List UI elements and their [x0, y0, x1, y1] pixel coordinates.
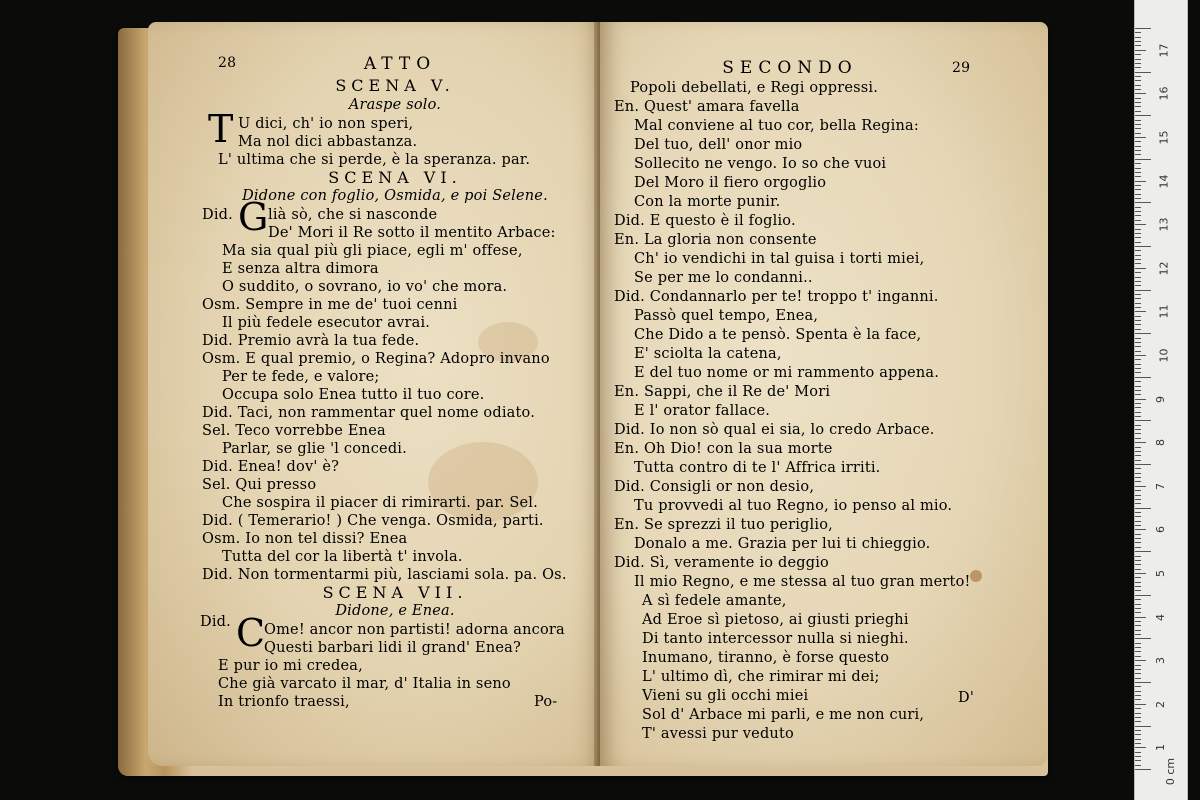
text-line: Did. Condannarlo per te! troppo t' inganni. [614, 289, 939, 305]
ruler-tick [1135, 634, 1141, 635]
ruler-tick [1135, 329, 1141, 330]
text-line: Popoli debellati, e Regi oppressi. [630, 80, 879, 96]
ruler-tick [1135, 351, 1141, 352]
text-line: Se per me lo condanni.. [634, 270, 813, 286]
text-line: Che sospira il piacer di rimirarti. par. Sel. [222, 495, 538, 511]
ruler-number: 15 [1157, 130, 1171, 145]
ruler-tick [1135, 59, 1141, 60]
ruler-tick [1135, 246, 1151, 247]
ruler-tick [1135, 185, 1141, 186]
ruler-tick [1135, 599, 1141, 600]
ruler-number: 12 [1157, 261, 1171, 276]
ruler-tick [1135, 460, 1141, 461]
ruler-number: 11 [1157, 304, 1171, 319]
ruler-tick [1135, 490, 1141, 491]
ruler-tick [1135, 481, 1141, 482]
ruler-tick [1135, 233, 1141, 234]
ruler-tick [1135, 529, 1146, 530]
ruler-tick [1135, 80, 1141, 81]
ruler-tick [1135, 163, 1141, 164]
ruler-number: 3 [1154, 657, 1167, 665]
ruler-tick [1135, 438, 1141, 439]
ruler-tick [1135, 237, 1141, 238]
ruler-tick [1135, 338, 1141, 339]
text-line: lià sò, che si nasconde [268, 207, 438, 223]
text-line: E pur io mi credea, [218, 658, 363, 674]
ruler-tick [1135, 72, 1151, 73]
ruler-tick [1135, 281, 1141, 282]
ruler-tick [1135, 120, 1141, 121]
ruler-tick [1135, 115, 1151, 116]
text-line: Did. Io non sò qual ei sia, lo credo Arbace. [614, 422, 935, 438]
text-line: Osm. Io non tel dissi? Enea [202, 531, 408, 547]
ruler-tick [1135, 320, 1141, 321]
ruler-tick [1135, 111, 1141, 112]
right-running-head: SECONDO [722, 58, 858, 78]
ruler-tick [1135, 137, 1146, 138]
ruler-tick [1135, 499, 1141, 500]
ruler-tick [1135, 564, 1141, 565]
ruler-tick [1135, 176, 1141, 177]
ruler-tick [1135, 477, 1141, 478]
ruler-tick [1135, 242, 1141, 243]
ruler-number: 17 [1157, 43, 1171, 58]
ruler-tick [1135, 268, 1146, 269]
ruler-unit-label: 0 cm [1164, 757, 1178, 786]
text-line: Per te fede, e valore; [222, 369, 380, 385]
text-line: Sollecito ne vengo. Io so che vuoi [634, 156, 887, 172]
ruler-tick [1135, 159, 1151, 160]
ruler-number: 10 [1157, 348, 1171, 363]
ruler-tick [1135, 259, 1141, 260]
ruler-tick [1135, 106, 1141, 107]
text-line: In trionfo traessi, [218, 694, 350, 710]
ruler-tick [1135, 547, 1141, 548]
ruler-number: 14 [1157, 174, 1171, 189]
ruler-tick [1135, 85, 1141, 86]
ruler-tick [1135, 141, 1141, 142]
ruler-tick [1135, 551, 1151, 552]
text-line: Questi barbari lidi il grand' Enea? [264, 640, 521, 656]
ruler-tick [1135, 377, 1151, 378]
ruler-tick [1135, 512, 1141, 513]
ruler-tick [1135, 586, 1141, 587]
ruler-tick [1135, 717, 1141, 718]
scena-v-subtitle: Araspe solo. [348, 97, 442, 113]
scena-v-heading: SCENA V. [335, 76, 455, 95]
ruler-tick [1135, 381, 1141, 382]
scena-vi-subtitle: Didone con foglio, Osmida, e poi Selene. [242, 188, 548, 204]
ruler-tick [1135, 67, 1141, 68]
ruler-tick [1135, 739, 1141, 740]
text-line: Sol d' Arbace mi parli, e me non curi, [642, 707, 925, 723]
ruler-tick [1135, 678, 1141, 679]
ruler-tick [1135, 651, 1141, 652]
ruler-tick [1135, 215, 1141, 216]
text-line: Del Moro il fiero orgoglio [634, 175, 827, 191]
measuring-ruler [1134, 0, 1188, 800]
ruler-tick [1135, 686, 1141, 687]
ruler-tick [1135, 752, 1141, 753]
text-line: E senza altra dimora [222, 261, 379, 277]
ruler-tick [1135, 285, 1141, 286]
ruler-tick [1135, 255, 1141, 256]
ruler-tick [1135, 172, 1141, 173]
catchword: D' [958, 690, 975, 706]
text-line: E del tuo nome or mi rammento appena. [634, 365, 940, 381]
ruler-tick [1135, 202, 1151, 203]
ruler-tick [1135, 224, 1146, 225]
ruler-tick [1135, 708, 1141, 709]
ruler-tick [1135, 638, 1151, 639]
ruler-tick [1135, 569, 1141, 570]
ruler-tick [1135, 503, 1141, 504]
text-line: Del tuo, dell' onor mio [634, 137, 803, 153]
text-line: Di tanto intercessor nulla si nieghi. [642, 631, 909, 647]
ruler-tick [1135, 93, 1146, 94]
ruler-tick [1135, 713, 1141, 714]
text-line: A sì fedele amante, [642, 593, 787, 609]
text-line: De' Mori il Re sotto il mentito Arbace: [268, 225, 556, 241]
ruler-tick [1135, 486, 1146, 487]
ruler-tick [1135, 290, 1151, 291]
ruler-tick [1135, 538, 1141, 539]
text-line: Con la morte punir. [634, 194, 781, 210]
ruler-tick [1135, 704, 1146, 705]
ruler-tick [1135, 464, 1151, 465]
right-page-number: 29 [952, 60, 971, 76]
ruler-tick [1135, 542, 1141, 543]
ruler-tick [1135, 560, 1141, 561]
ruler-tick [1135, 760, 1141, 761]
text-line: Il mio Regno, e me stessa al tuo gran merto! [634, 574, 971, 590]
ruler-tick [1135, 669, 1141, 670]
scena-vii-heading: SCENA VII. [322, 583, 468, 602]
ruler-tick [1135, 54, 1141, 55]
ruler-tick [1135, 272, 1141, 273]
text-line: Did. Consigli or non desio, [614, 479, 815, 495]
ruler-number: 7 [1154, 482, 1167, 490]
ruler-number: 2 [1154, 700, 1167, 708]
text-line: En. La gloria non consente [614, 232, 817, 248]
ruler-tick [1135, 682, 1151, 683]
text-line: Occupa solo Enea tutto il tuo core. [222, 387, 485, 403]
ruler-tick [1135, 726, 1151, 727]
ruler-tick [1135, 521, 1141, 522]
ruler-tick [1135, 612, 1141, 613]
text-line: Ad Eroe sì pietoso, ai giusti prieghi [642, 612, 909, 628]
drop-initial-c: C [236, 611, 266, 655]
drop-initial-g: G [238, 195, 269, 239]
ruler-tick [1135, 433, 1141, 434]
ruler-tick [1135, 364, 1141, 365]
text-line: Tutta contro di te l' Affrica irriti. [634, 460, 881, 476]
text-line: Did. E questo è il foglio. [614, 213, 796, 229]
left-running-head: ATTO [363, 54, 437, 74]
text-line: Osm. Sempre in me de' tuoi cenni [202, 297, 458, 313]
ruler-tick [1135, 263, 1141, 264]
ruler-tick [1135, 168, 1141, 169]
ruler-tick [1135, 730, 1141, 731]
ruler-tick [1135, 608, 1141, 609]
text-line: Donalo a me. Grazia per lui ti chieggio. [634, 536, 931, 552]
ruler-tick [1135, 359, 1141, 360]
text-line: L' ultima che si perde, è la speranza. par. [218, 152, 531, 168]
ruler-tick [1135, 316, 1141, 317]
text-line: Il più fedele esecutor avrai. [222, 315, 431, 331]
ruler-tick [1135, 516, 1141, 517]
ruler-number: 6 [1154, 526, 1167, 534]
text-line: Inumano, tiranno, è forse questo [642, 650, 890, 666]
ruler-tick [1135, 220, 1141, 221]
ruler-tick [1135, 32, 1141, 33]
ruler-tick [1135, 447, 1141, 448]
catchword: Po- [534, 694, 558, 710]
text-line: Tu provvedi al tuo Regno, io penso al mio. [634, 498, 953, 514]
ruler-tick [1135, 37, 1141, 38]
ruler-tick [1135, 508, 1151, 509]
text-line: Ch' io vendichi in tal guisa i torti miei, [634, 251, 925, 267]
ruler-tick [1135, 28, 1151, 29]
ruler-tick [1135, 50, 1146, 51]
ruler-tick [1135, 665, 1141, 666]
ruler-number: 16 [1157, 86, 1171, 101]
ruler-tick [1135, 307, 1141, 308]
ruler-tick [1135, 394, 1141, 395]
ruler-tick [1135, 455, 1141, 456]
ruler-tick [1135, 399, 1146, 400]
ruler-tick [1135, 556, 1141, 557]
ruler-tick [1135, 386, 1141, 387]
ruler-tick [1135, 756, 1141, 757]
text-line: O suddito, o sovrano, io vo' che mora. [222, 279, 508, 295]
ruler-number: 4 [1154, 613, 1167, 621]
text-line: Che Dido a te pensò. Spenta è la face, [634, 327, 922, 343]
text-line: T' avessi pur veduto [642, 726, 794, 742]
scena-vi-heading: SCENA VI. [328, 168, 462, 187]
ruler-tick [1135, 468, 1141, 469]
ruler-tick [1135, 207, 1141, 208]
ruler-tick [1135, 333, 1151, 334]
text-line: Did. Premio avrà la tua fede. [202, 333, 420, 349]
ruler-tick [1135, 229, 1141, 230]
text-line: En. Quest' amara favella [614, 99, 800, 115]
ruler-tick [1135, 372, 1141, 373]
ruler-tick [1135, 298, 1141, 299]
ruler-tick [1135, 590, 1141, 591]
ruler-tick [1135, 324, 1141, 325]
ruler-tick [1135, 656, 1141, 657]
ruler-number: 9 [1154, 395, 1167, 403]
speaker-label: Did. [200, 614, 231, 630]
ruler-tick [1135, 525, 1141, 526]
ruler-tick [1135, 403, 1141, 404]
ruler-number: 13 [1157, 217, 1171, 232]
ruler-tick [1135, 769, 1151, 770]
text-line: Passò quel tempo, Enea, [634, 308, 819, 324]
ruler-tick [1135, 625, 1141, 626]
ruler-tick [1135, 630, 1141, 631]
text-line: En. Sappi, che il Re de' Mori [614, 384, 831, 400]
text-line: U dici, ch' io non speri, [238, 116, 414, 132]
ruler-tick [1135, 346, 1141, 347]
ruler-tick [1135, 416, 1141, 417]
ruler-tick [1135, 473, 1141, 474]
text-line: Che già varcato il mar, d' Italia in seno [218, 676, 511, 692]
ruler-tick [1135, 442, 1146, 443]
text-line: Vieni su gli occhi miei [642, 688, 809, 704]
speaker-label: Did. [202, 207, 233, 223]
ruler-tick [1135, 699, 1141, 700]
ruler-tick [1135, 98, 1141, 99]
ruler-tick [1135, 647, 1141, 648]
ruler-tick [1135, 673, 1141, 674]
ruler-tick [1135, 41, 1141, 42]
ruler-tick [1135, 294, 1141, 295]
ruler-tick [1135, 89, 1141, 90]
ruler-tick [1135, 429, 1141, 430]
text-line: Did. Taci, non rammentar quel nome odiato. [202, 405, 536, 421]
ruler-tick [1135, 133, 1141, 134]
ruler-tick [1135, 743, 1141, 744]
ruler-tick [1135, 451, 1141, 452]
ruler-tick [1135, 194, 1141, 195]
ruler-tick [1135, 303, 1141, 304]
text-line: E' sciolta la catena, [634, 346, 782, 362]
left-page-number: 28 [218, 55, 237, 71]
ruler-tick [1135, 198, 1141, 199]
ruler-tick [1135, 390, 1141, 391]
ruler-tick [1135, 691, 1141, 692]
ruler-tick [1135, 146, 1141, 147]
ruler-tick [1135, 595, 1151, 596]
text-line: Did. Sì, veramente io deggio [614, 555, 829, 571]
text-line: Parlar, se glie 'l concedi. [222, 441, 407, 457]
text-line: Did. Enea! dov' è? [202, 459, 340, 475]
ruler-tick [1135, 621, 1141, 622]
ruler-tick [1135, 150, 1141, 151]
ruler-tick [1135, 765, 1141, 766]
text-line: Mal conviene al tuo cor, bella Regina: [634, 118, 919, 134]
drop-initial-t: T [208, 107, 234, 151]
text-line: Osm. E qual premio, o Regina? Adopro invano [202, 351, 550, 367]
ruler-number: 1 [1154, 744, 1167, 752]
ruler-tick [1135, 721, 1141, 722]
ruler-tick [1135, 355, 1146, 356]
ruler-tick [1135, 277, 1141, 278]
text-line: Ma nol dici abbastanza. [238, 134, 418, 150]
ruler-tick [1135, 211, 1141, 212]
paper-spot [970, 570, 982, 582]
ruler-tick [1135, 250, 1141, 251]
ruler-number: 8 [1154, 439, 1167, 447]
ruler-tick [1135, 734, 1141, 735]
text-line: Sel. Teco vorrebbe Enea [202, 423, 386, 439]
ruler-tick [1135, 76, 1141, 77]
ruler-tick [1135, 495, 1141, 496]
ruler-tick [1135, 604, 1141, 605]
ruler-tick [1135, 695, 1141, 696]
text-line: Ma sia qual più gli piace, egli m' offese, [222, 243, 523, 259]
ruler-tick [1135, 154, 1141, 155]
text-line: Sel. Qui presso [202, 477, 317, 493]
ruler-tick [1135, 342, 1141, 343]
ruler-tick [1135, 577, 1141, 578]
ruler-tick [1135, 311, 1146, 312]
ruler-tick [1135, 102, 1141, 103]
text-line: Ome! ancor non partisti! adorna ancora [264, 622, 565, 638]
text-line: En. Se sprezzi il tuo periglio, [614, 517, 833, 533]
ruler-tick [1135, 660, 1146, 661]
scena-vii-subtitle: Didone, e Enea. [335, 603, 455, 619]
ruler-number: 5 [1154, 570, 1167, 577]
text-line: E l' orator fallace. [634, 403, 771, 419]
ruler-tick [1135, 582, 1141, 583]
text-line: En. Oh Dio! con la sua morte [614, 441, 833, 457]
ruler-tick [1135, 747, 1146, 748]
ruler-tick [1135, 407, 1141, 408]
text-line: Did. Non tormentarmi più, lasciami sola. pa. Os. [202, 567, 567, 583]
ruler-tick [1135, 128, 1141, 129]
ruler-tick [1135, 420, 1151, 421]
ruler-tick [1135, 534, 1141, 535]
ruler-tick [1135, 189, 1141, 190]
ruler-tick [1135, 573, 1146, 574]
ruler-tick [1135, 181, 1146, 182]
text-line: L' ultimo dì, che rimirar mi dei; [642, 669, 880, 685]
ruler-tick [1135, 617, 1146, 618]
ruler-tick [1135, 124, 1141, 125]
ruler-tick [1135, 425, 1141, 426]
ruler-tick [1135, 412, 1141, 413]
ruler-tick [1135, 45, 1141, 46]
ruler-tick [1135, 368, 1141, 369]
ruler-tick [1135, 643, 1141, 644]
ruler-tick [1135, 63, 1141, 64]
text-line: Tutta del cor la libertà t' involа. [222, 549, 463, 565]
text-line: Did. ( Temerario! ) Che venga. Osmida, parti. [202, 513, 544, 529]
